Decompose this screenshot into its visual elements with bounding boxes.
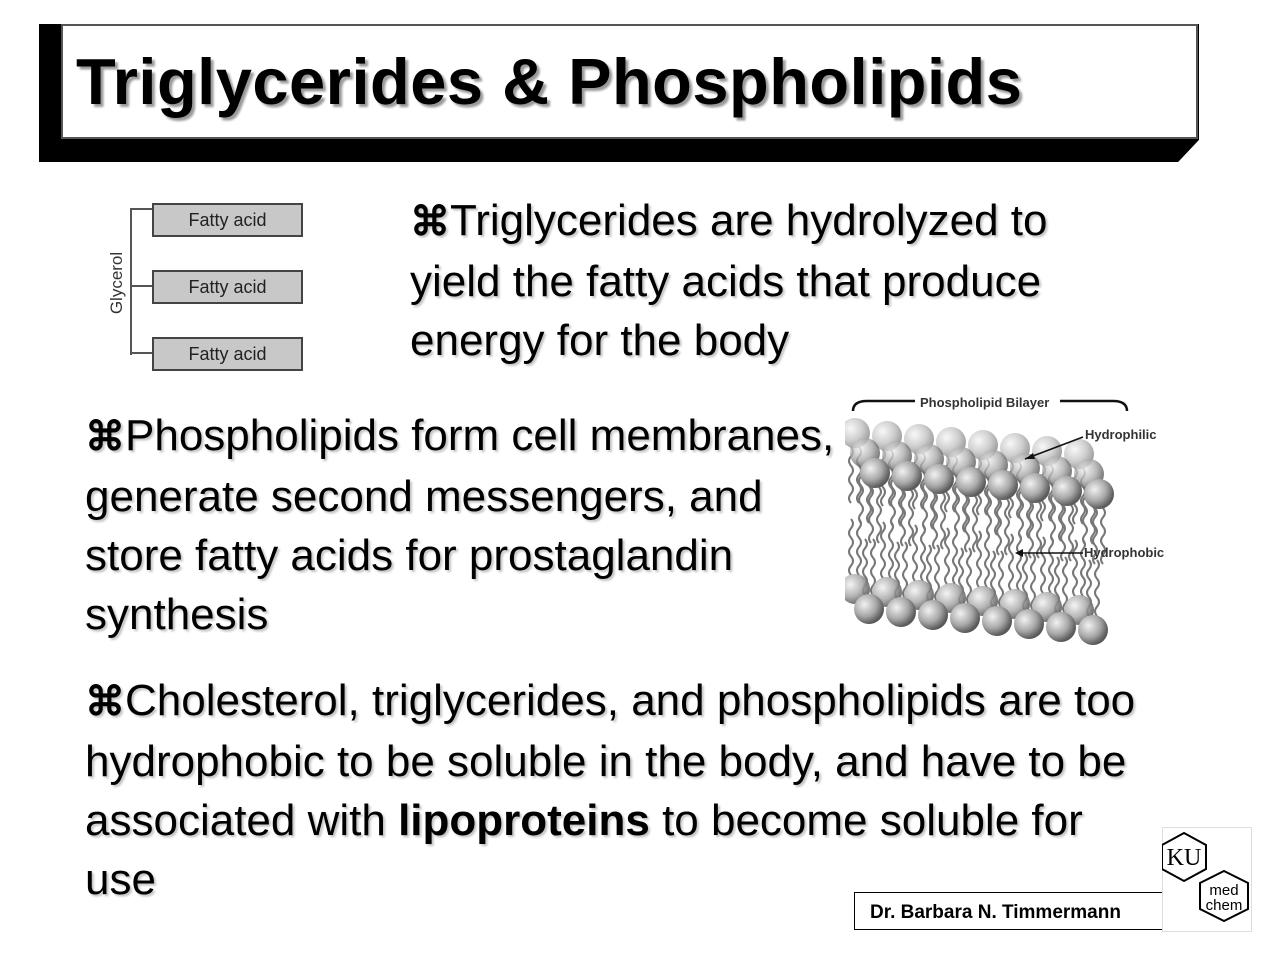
logo-graphic <box>1162 827 1252 932</box>
lipid-tail <box>921 525 925 581</box>
lipid-head <box>956 467 986 497</box>
phospholipid-bilayer-diagram <box>845 393 1185 663</box>
page-title: Triglycerides & Phospholipids <box>76 45 1023 118</box>
bullet-icon: ⌘ <box>410 200 450 244</box>
lipid-tail <box>1017 534 1021 590</box>
lipid-head <box>1046 612 1076 642</box>
ku-medchem-logo <box>1162 827 1252 932</box>
lipid-head <box>924 464 954 494</box>
lipid-head <box>1078 615 1108 645</box>
triglyceride-diagram <box>100 195 320 380</box>
lipid-tail <box>953 528 957 584</box>
lipid-tail <box>889 522 893 578</box>
bullet-icon: ⌘ <box>85 415 125 459</box>
logo-chem-text: chem <box>1205 897 1243 914</box>
logo-ku-text: KU <box>1166 845 1202 871</box>
author-name: Dr. Barbara N. Timmermann <box>870 902 1121 923</box>
fatty-acid-box: Fatty acid <box>152 337 303 371</box>
lipid-head <box>918 600 948 630</box>
connector-line <box>130 285 152 287</box>
bullet-text: Cholesterol, triglycerides, and phospholipids are too hydrophobic to be soluble in the body, and have to be associated with <box>85 676 1136 845</box>
lipid-head <box>886 597 916 627</box>
bullet-text: to become soluble for use <box>85 796 1083 904</box>
bullet-icon: ⌘ <box>85 680 125 724</box>
glycerol-label: Glycerol <box>107 251 127 315</box>
lipid-head <box>982 606 1012 636</box>
lipid-head <box>1014 609 1044 639</box>
lipid-head <box>1084 479 1114 509</box>
lipid-head <box>860 458 890 488</box>
lipid-tail <box>857 519 861 575</box>
glycerol-backbone-line <box>130 208 132 355</box>
bullet-phospholipids <box>85 406 845 644</box>
lipid-head <box>1020 473 1050 503</box>
connector-line <box>130 208 152 210</box>
hydrophobic-label: Hydrophobic <box>1084 545 1165 560</box>
bullet-lipoproteins <box>85 671 1145 909</box>
hydrophilic-label: Hydrophilic <box>1085 427 1157 442</box>
lipid-head <box>950 603 980 633</box>
lipid-head <box>1052 476 1082 506</box>
fatty-acid-box: Fatty acid <box>152 203 303 237</box>
bullet-text: Triglycerides are hydrolyzed to yield the fatty acids that produce energy for the body <box>410 196 1048 365</box>
fatty-acid-box: Fatty acid <box>152 270 303 304</box>
lipid-head <box>988 470 1018 500</box>
lipid-tail <box>1049 537 1053 593</box>
lipid-tail <box>849 519 853 575</box>
lipid-head <box>892 461 922 491</box>
bullet-text-bold: lipoproteins <box>398 796 650 845</box>
connector-line <box>130 352 152 354</box>
lipid-tail <box>985 531 989 587</box>
lipid-head <box>854 594 884 624</box>
logo-med-text: med <box>1209 882 1239 899</box>
bullet-triglycerides <box>410 191 1130 370</box>
bilayer-title: Phospholipid Bilayer <box>920 395 1050 410</box>
lipid-tail <box>1095 560 1099 616</box>
bullet-text: Phospholipids form cell membranes, generate second messengers, and store fatty acids for prostaglandin synthesis <box>85 411 835 639</box>
